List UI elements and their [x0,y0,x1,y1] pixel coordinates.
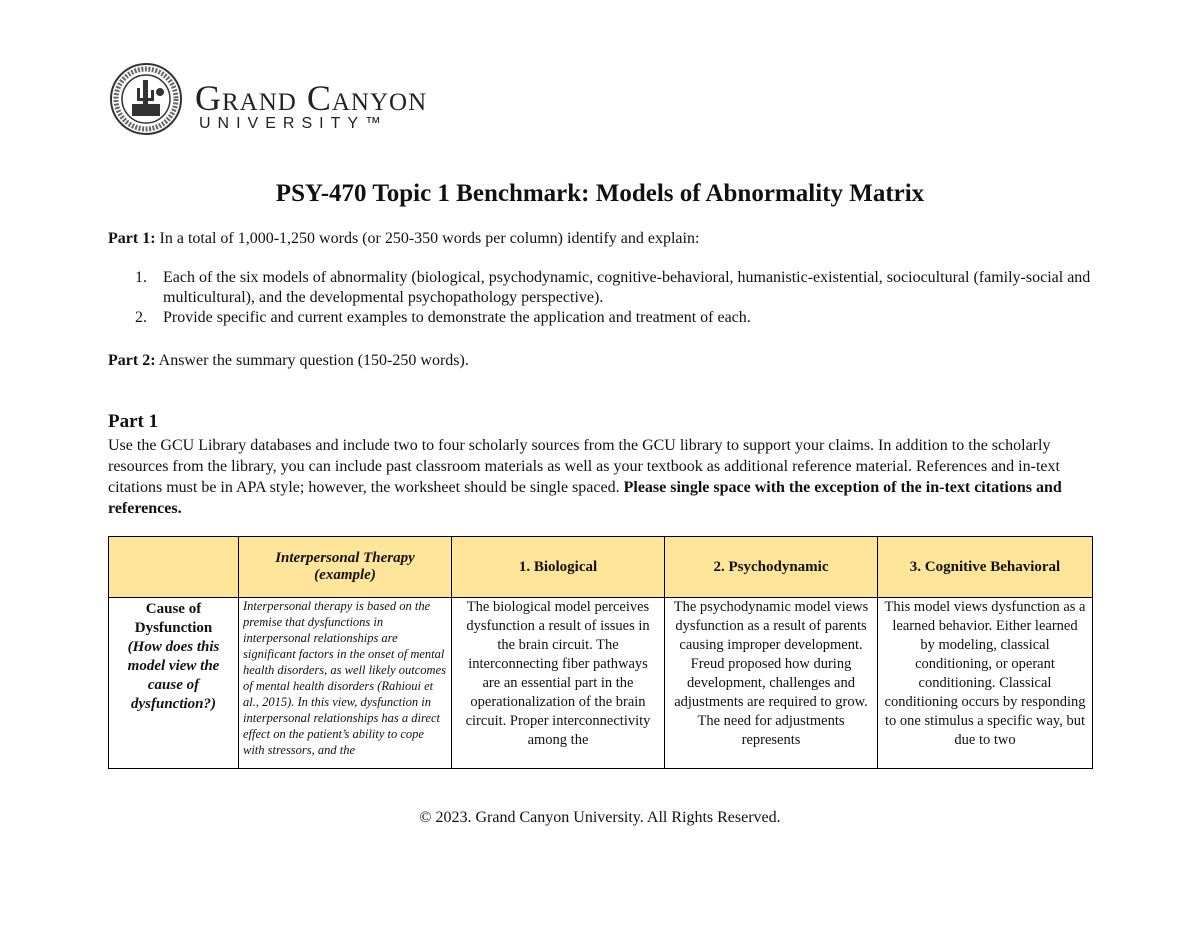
logo-wordmark: Grand Canyon [195,78,428,118]
part1-text: In a total of 1,000-1,250 words (or 250-350 words per column) identify and explain: [155,230,700,247]
row-question: (How does this model view the cause of dysfunction?) [127,639,220,712]
table-header-row [109,537,1093,598]
part1-heading: Part 1 [108,411,159,432]
instruction-list [108,268,1098,328]
part1-paragraph [108,435,1098,519]
logo-subtitle: UNIVERSITY™ [199,115,389,132]
table-header-example: Interpersonal Therapy (example) [239,537,452,598]
cell-text: The psychodynamic model views dysfunction as a result of parents causing improper development. Freud proposed how during development, challenges and adjustments are required to grow. The need for adjustments represents [673,599,869,748]
table-header-corner [109,537,239,598]
row-label: Cause of Dysfunction [134,601,213,636]
part2-instructions [108,352,469,370]
part1-paragraph-text: Use the GCU Library databases and include two to four scholarly sources from the GCU library to support your claims. In addition to the scholarly resources from the library, you can include past classroom materials as well as your textbook as additional reference material. References and in-text citations must be in APA style; however, the worksheet should be single spaced. [108,437,1060,496]
university-logo [108,62,488,142]
part1-label: Part 1: [108,230,156,247]
table-row [109,598,1093,769]
cell-cognitive-behavioral[interactable] [878,598,1093,769]
part2-text: Answer the summary question (150-250 words). [155,352,469,369]
list-text: Provide specific and current examples to demonstrate the application and treatment of each. [163,309,751,326]
part1-paragraph-bold: Please single space with the exception of the in-text citations and references. [108,479,1062,517]
cell-psychodynamic[interactable] [665,598,878,769]
copyright-footer: © 2023. Grand Canyon University. All Rights Reserved. [419,809,781,826]
table-header-biological: 1. Biological [452,537,665,598]
list-number: 2. [135,309,147,326]
list-item [108,268,1098,308]
cell-example[interactable] [239,598,452,769]
part2-label: Part 2: [108,352,156,369]
models-matrix-table [108,536,1093,769]
university-seal-icon [108,62,198,142]
part1-instructions [108,230,699,248]
list-text: Each of the six models of abnormality (biological, psychodynamic, cognitive-behavioral, humanistic-existential, sociocultural (family-social and multicultural), and the developmental psychopathology perspective). [163,269,1091,306]
cell-text: Interpersonal therapy is based on the premise that dysfunctions in interpersonal relationships are significant factors in the onset of mental health disorders, as well likely outcomes of mental health disorders (Rahioui et al., 2015). In this view, dysfunction in interpersonal relationships has a direct effect on the patient’s ability to cope with stressors, and the [243,599,446,757]
list-item [108,308,1098,328]
row-header-cause [109,598,239,769]
page-title: PSY-470 Topic 1 Benchmark: Models of Abnormality Matrix [275,180,925,207]
cell-text: This model views dysfunction as a learned behavior. Either learned by modeling, classical conditioning, or operant conditioning. Classical conditioning occurs by responding to one stimulus a specific way, but due to two [884,599,1086,748]
table-header-cognitive-behavioral: 3. Cognitive Behavioral [878,537,1093,598]
cell-text: The biological model perceives dysfunction a result of issues in the brain circuit. The interconnecting fiber pathways are an essential part in the operationalization of the brain circuit. Proper interconnectivity among the [465,599,651,748]
list-number: 1. [135,269,147,286]
table-header-psychodynamic: 2. Psychodynamic [665,537,878,598]
cell-biological[interactable] [452,598,665,769]
